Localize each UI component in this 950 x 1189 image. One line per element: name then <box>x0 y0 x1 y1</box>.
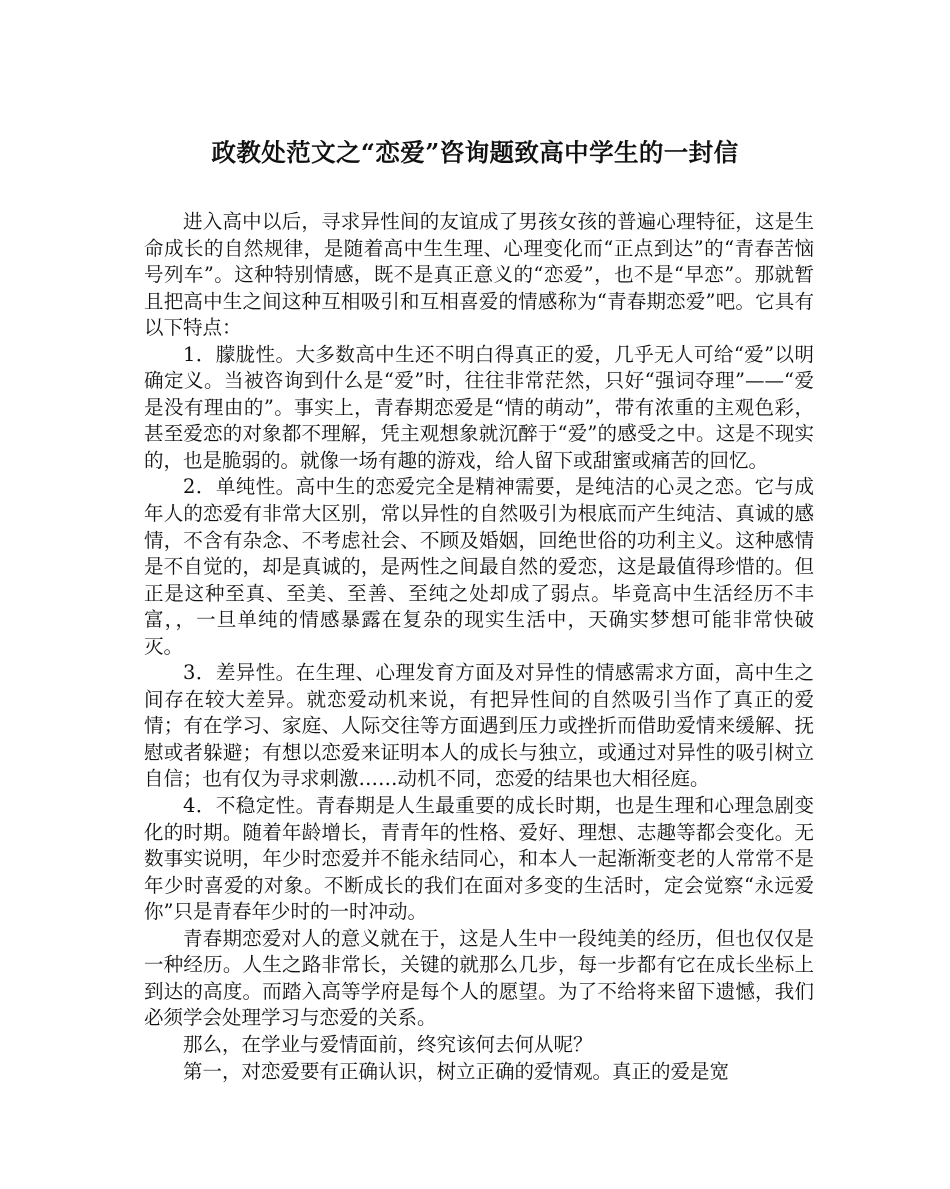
paragraph-point-4: 4．不稳定性。青春期是人生最重要的成长时期，也是生理和心理急剧变化的时期。随着年龄增长，青青年的性格、爱好、理想、志趣等都会变化。无数事实说明，年少时恋爱并不能永结同心，和本人一起渐渐变老的人常常不是年少时喜爱的对象。不断成长的我们在面对多变的生活时，定会觉察“永远爱你”只是青春年少时的一时冲动。 <box>144 794 814 924</box>
paragraph-point-1: 1．朦胧性。大多数高中生还不明白得真正的爱，几乎无人可给“爱”以明确定义。当被咨询到什么是“爱”时，往往非常茫然，只好“强词夺理”——“爱是没有理由的”。事实上，青春期恋爱是“情的萌动”，带有浓重的主观色彩，甚至爱恋的对象都不理解，凭主观想象就沉醉于“爱”的感受之中。这是不现实的，也是脆弱的。就像一场有趣的游戏，给人留下或甜蜜或痛苦的回忆。 <box>144 342 814 472</box>
paragraph-first-advice: 第一，对恋爱要有正确认识，树立正确的爱情观。真正的爱是宽 <box>183 1059 730 1083</box>
paragraph-question: 那么，在学业与爱情面前，终究该何去何从呢？ <box>183 1032 593 1056</box>
paragraph-meaning: 青春期恋爱对人的意义就在于，这是人生中一段纯美的经历，但也仅仅是一种经历。人生之路非常长，关键的就那么几步，每一步都有它在成长坐标上到达的高度。而踏入高等学府是每个人的愿望。为了不给将来留下遗憾，我们必须学会处理学习与恋爱的关系。 <box>144 926 814 1030</box>
paragraph-point-3: 3．差异性。在生理、心理发育方面及对异性的情感需求方面，高中生之间存在较大差异。就恋爱动机来说，有把异性间的自然吸引当作了真正的爱情；有在学习、家庭、人际交往等方面遇到压力或挫折而借助爱情来缓解、抚慰或者躲避；有想以恋爱来证明本人的成长与独立，或通过对异性的吸引树立自信；也有仅为寻求刺激……动机不同，恋爱的结果也大相径庭。 <box>144 661 814 791</box>
paragraph-intro: 进入高中以后，寻求异性间的友谊成了男孩女孩的普遍心理特征，这是生命成长的自然规律，是随着高中生生理、心理变化而“正点到达”的“青春苦恼号列车”。这种特别情感，既不是真正意义的“恋爱”，也不是“早恋”。那就暂且把高中生之间这种互相吸引和互相喜爱的情感称为“青春期恋爱”吧。它具有以下特点： <box>144 210 814 340</box>
document-body <box>144 209 814 1085</box>
paragraph-point-2: 2．单纯性。高中生的恋爱完全是精神需要，是纯洁的心灵之恋。它与成年人的恋爱有非常大区别，常以异性的自然吸引为根底而产生纯洁、真诚的感情，不含有杂念、不考虑社会、不顾及婚姻，回绝世俗的功利主义。这种感情是不自觉的，却是真诚的，是两性之间最自然的爱恋，这是最值得珍惜的。但正是这种至真、至美、至善、至纯之处却成了弱点。毕竟高中生活经历不丰富，，一旦单纯的情感暴露在复杂的现实生活中，天确实梦想可能非常快破灭。 <box>144 475 814 658</box>
document-title: 政教处范文之“恋爱”咨询题致高中学生的一封信 <box>211 138 739 167</box>
